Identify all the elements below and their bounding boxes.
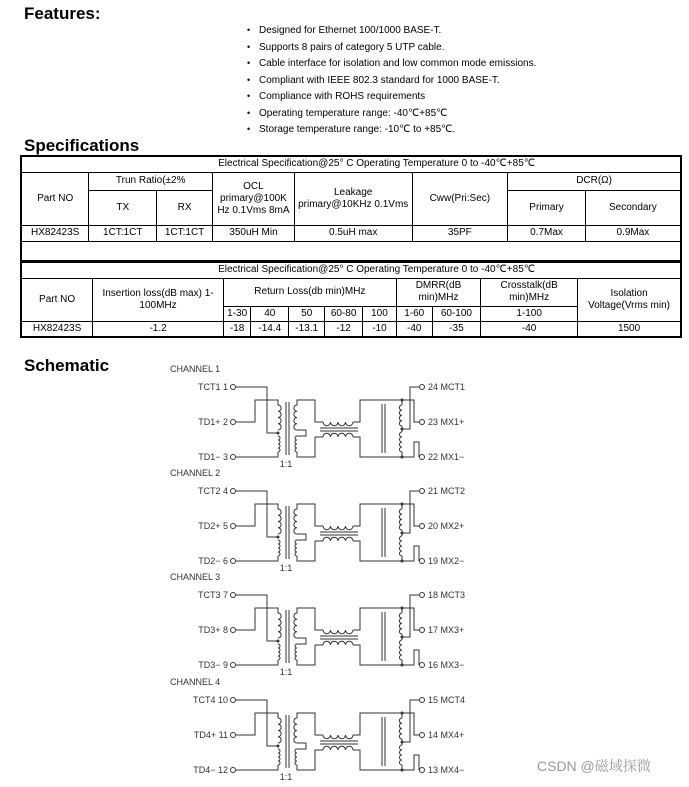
cell: 0.5uH max xyxy=(294,225,412,241)
cell: HX82423S xyxy=(21,225,89,241)
pin-terminal xyxy=(420,593,425,598)
schematic-diagram xyxy=(160,360,490,787)
wire xyxy=(402,442,419,457)
coil xyxy=(278,749,280,765)
channel-label: CHANNEL 3 xyxy=(170,572,221,582)
pin-label-right: 17 MX3+ xyxy=(428,625,465,635)
wire xyxy=(236,504,278,526)
channel-4 xyxy=(170,677,465,782)
feature-item: • Compliance with ROHS requirements xyxy=(247,88,536,105)
coil xyxy=(278,405,281,430)
header-crosstalk: Crosstalk(dB min)MHz xyxy=(481,278,578,306)
coil xyxy=(323,735,353,739)
features-heading: Features: xyxy=(24,4,101,23)
coil xyxy=(400,640,403,660)
coil xyxy=(400,432,403,452)
cell: -14.4 xyxy=(251,321,289,337)
junction-dot xyxy=(277,640,280,643)
wire xyxy=(236,491,278,537)
coil xyxy=(295,749,297,765)
table-caption: Electrical Specification@25° C Operating Temperature 0 to -40℃+85℃ xyxy=(21,156,681,172)
pin-label-right: 20 MX2+ xyxy=(428,521,465,531)
coil xyxy=(295,644,297,660)
features-list xyxy=(247,22,536,138)
coil xyxy=(400,745,403,765)
header-return-loss: Return Loss(db min)MHz xyxy=(223,278,396,306)
coil xyxy=(399,718,402,739)
wire xyxy=(297,645,323,665)
wire xyxy=(236,595,278,641)
coil xyxy=(323,537,353,541)
channel-label: CHANNEL 1 xyxy=(170,364,221,374)
header-part-no: Part NO xyxy=(21,172,89,225)
electrical-spec-table-1 xyxy=(20,155,682,262)
feature-item: • Storage temperature range: -10℃ to +85℃. xyxy=(247,121,536,138)
wire xyxy=(236,400,278,422)
coil xyxy=(295,540,297,556)
wire xyxy=(402,650,419,665)
coil xyxy=(323,422,353,426)
header-part-no: Part NO xyxy=(21,278,93,321)
coil xyxy=(294,718,297,743)
wire xyxy=(236,765,278,770)
cell: -10 xyxy=(363,321,397,337)
wire xyxy=(297,743,306,749)
pin-label-right: 13 MX4− xyxy=(428,765,465,775)
wire xyxy=(297,504,323,526)
cell: 1500 xyxy=(578,321,681,337)
cell: -40 xyxy=(481,321,578,337)
cell: 0.9Max xyxy=(585,225,681,241)
pin-label-left: TD3− 9 xyxy=(198,660,228,670)
pin-label-left: TCT2 4 xyxy=(197,486,228,496)
header-ocl: OCL primary@100K Hz 0.1Vms 8mA xyxy=(213,172,295,225)
channel-3 xyxy=(170,572,465,677)
rl-freq: 1-30 xyxy=(223,306,250,321)
junction-dot xyxy=(277,536,280,539)
pin-terminal xyxy=(231,524,236,529)
pin-terminal xyxy=(420,559,425,564)
wire xyxy=(402,755,419,770)
header-tx: TX xyxy=(89,190,157,225)
wire xyxy=(236,700,278,746)
cell: -1.2 xyxy=(93,321,224,337)
header-cww: Cww(Pri:Sec) xyxy=(412,172,508,225)
pin-label-left: TCT1 1 xyxy=(197,382,228,392)
dmrr-freq: 60-100 xyxy=(432,306,480,321)
wire xyxy=(402,546,419,561)
wire xyxy=(297,638,306,644)
pin-label-right: 15 MCT4 xyxy=(428,695,466,705)
wire xyxy=(297,541,323,561)
header-rx: RX xyxy=(157,190,213,225)
cell: -40 xyxy=(396,321,432,337)
wire xyxy=(297,430,306,436)
cell: 0.7Max xyxy=(508,225,586,241)
pin-terminal xyxy=(420,663,425,668)
pin-label-left: TD3+ 8 xyxy=(198,625,228,635)
channel-label: CHANNEL 2 xyxy=(170,468,221,478)
wire xyxy=(402,491,419,533)
wire xyxy=(402,387,419,429)
pin-terminal xyxy=(231,593,236,598)
header-dcr: DCR(Ω) xyxy=(508,172,681,190)
pin-terminal xyxy=(420,385,425,390)
header-turn-ratio: Trun Ratio(±2% xyxy=(89,172,213,190)
header-primary: Primary xyxy=(508,190,586,225)
pin-terminal xyxy=(420,768,425,773)
feature-item: • Operating temperature range: -40℃+85℃ xyxy=(247,105,536,122)
rl-freq: 40 xyxy=(251,306,289,321)
wire xyxy=(297,608,323,630)
pin-terminal xyxy=(420,733,425,738)
coil xyxy=(400,536,403,556)
coil xyxy=(278,509,281,534)
wire xyxy=(402,595,419,637)
pin-terminal xyxy=(231,768,236,773)
coil xyxy=(278,718,281,743)
pin-terminal xyxy=(231,455,236,460)
crosstalk-freq: 1-100 xyxy=(481,306,578,321)
pin-label-left: TD4− 12 xyxy=(193,765,228,775)
cell: 350uH Min xyxy=(213,225,295,241)
turns-ratio-label: 1:1 xyxy=(279,772,293,782)
coil xyxy=(323,746,353,750)
pin-terminal xyxy=(231,733,236,738)
coil xyxy=(323,630,353,634)
pin-terminal xyxy=(420,524,425,529)
coil xyxy=(323,433,353,437)
dmrr-freq: 1-60 xyxy=(396,306,432,321)
pin-label-right: 18 MCT3 xyxy=(428,590,466,600)
junction-dot xyxy=(277,745,280,748)
pin-terminal xyxy=(231,663,236,668)
pin-label-right: 23 MX1+ xyxy=(428,417,465,427)
turns-ratio-label: 1:1 xyxy=(279,563,293,573)
cell: -18 xyxy=(223,321,250,337)
header-isolation: Isolation Voltage(Vrms min) xyxy=(578,278,681,321)
coil xyxy=(323,526,353,530)
pin-terminal xyxy=(420,489,425,494)
cell: -12 xyxy=(325,321,363,337)
pin-label-left: TCT3 7 xyxy=(197,590,228,600)
pin-terminal xyxy=(420,628,425,633)
spacer-row xyxy=(21,241,681,261)
watermark: CSDN @磁域探微 xyxy=(537,758,651,774)
junction-dot xyxy=(277,432,280,435)
pin-terminal xyxy=(231,559,236,564)
pin-label-left: TCT4 10 xyxy=(192,695,228,705)
wire xyxy=(236,608,278,630)
wire xyxy=(297,437,323,457)
rl-freq: 100 xyxy=(363,306,397,321)
feature-item: • Compliant with IEEE 802.3 standard for 1000 BASE-T. xyxy=(247,72,536,89)
feature-item: • Cable interface for isolation and low common mode emissions. xyxy=(247,55,536,72)
pin-terminal xyxy=(420,455,425,460)
header-leakage: Leakage primary@10KHz 0.1Vms xyxy=(294,172,412,225)
pin-terminal xyxy=(420,420,425,425)
rl-freq: 60-80 xyxy=(325,306,363,321)
header-insertion-loss: Insertion loss(dB max) 1-100MHz xyxy=(93,278,224,321)
turns-ratio-label: 1:1 xyxy=(279,667,293,677)
channel-2 xyxy=(170,468,465,573)
coil xyxy=(294,509,297,534)
electrical-spec-table-2 xyxy=(20,261,682,338)
wire xyxy=(353,437,402,457)
pin-label-right: 16 MX3− xyxy=(428,660,465,670)
coil xyxy=(278,613,281,638)
wire xyxy=(353,750,402,770)
wire xyxy=(353,645,402,665)
pin-terminal xyxy=(420,698,425,703)
pin-terminal xyxy=(231,489,236,494)
coil xyxy=(278,540,280,556)
pin-label-right: 21 MCT2 xyxy=(428,486,466,496)
pin-terminal xyxy=(231,385,236,390)
schematic-heading: Schematic xyxy=(24,356,110,375)
coil xyxy=(399,613,402,634)
channel-1 xyxy=(170,364,465,469)
wire xyxy=(236,556,278,561)
coil xyxy=(295,436,297,452)
coil xyxy=(278,644,280,660)
coil xyxy=(294,613,297,638)
wire xyxy=(236,660,278,665)
pin-label-right: 14 MX4+ xyxy=(428,730,465,740)
pin-label-left: TD1− 3 xyxy=(198,452,228,462)
pin-terminal xyxy=(231,420,236,425)
wire xyxy=(297,400,323,422)
cell: HX82423S xyxy=(21,321,93,337)
cell: 1CT:1CT xyxy=(89,225,157,241)
wire xyxy=(353,713,402,735)
pin-label-left: TD4+ 11 xyxy=(193,730,228,740)
wire xyxy=(353,504,402,526)
coil xyxy=(294,405,297,430)
wire xyxy=(236,452,278,457)
cell: -35 xyxy=(432,321,480,337)
coil xyxy=(399,405,402,426)
turns-ratio-label: 1:1 xyxy=(279,459,293,469)
rl-freq: 50 xyxy=(289,306,325,321)
channel-label: CHANNEL 4 xyxy=(170,677,221,687)
wire xyxy=(402,700,419,742)
wire xyxy=(236,713,278,735)
pin-terminal xyxy=(231,628,236,633)
coil xyxy=(399,509,402,530)
wire xyxy=(297,750,323,770)
feature-item: • Designed for Ethernet 100/1000 BASE-T. xyxy=(247,22,536,39)
pin-terminal xyxy=(231,698,236,703)
table-caption: Electrical Specification@25° C Operating Temperature 0 to -40℃+85℃ xyxy=(21,262,681,278)
pin-label-right: 24 MCT1 xyxy=(428,382,466,392)
wire xyxy=(353,400,402,422)
specifications-heading: Specifications xyxy=(24,136,140,155)
wire xyxy=(297,713,323,735)
wire xyxy=(236,387,278,433)
wire xyxy=(353,541,402,561)
wire xyxy=(297,534,306,540)
table-row xyxy=(21,321,681,337)
pin-label-left: TD2− 6 xyxy=(198,556,228,566)
cell: -13.1 xyxy=(289,321,325,337)
pin-label-right: 19 MX2− xyxy=(428,556,465,566)
pin-label-left: TD2+ 5 xyxy=(198,521,228,531)
feature-item: • Supports 8 pairs of category 5 UTP cable. xyxy=(247,39,536,56)
header-secondary: Secondary xyxy=(585,190,681,225)
coil xyxy=(323,641,353,645)
pin-label-right: 22 MX1− xyxy=(428,452,465,462)
cell: 35PF xyxy=(412,225,508,241)
table-row xyxy=(21,225,681,241)
pin-label-left: TD1+ 2 xyxy=(198,417,228,427)
wire xyxy=(353,608,402,630)
cell: 1CT:1CT xyxy=(157,225,213,241)
header-dmrr: DMRR(dB min)MHz xyxy=(396,278,480,306)
coil xyxy=(278,436,280,452)
